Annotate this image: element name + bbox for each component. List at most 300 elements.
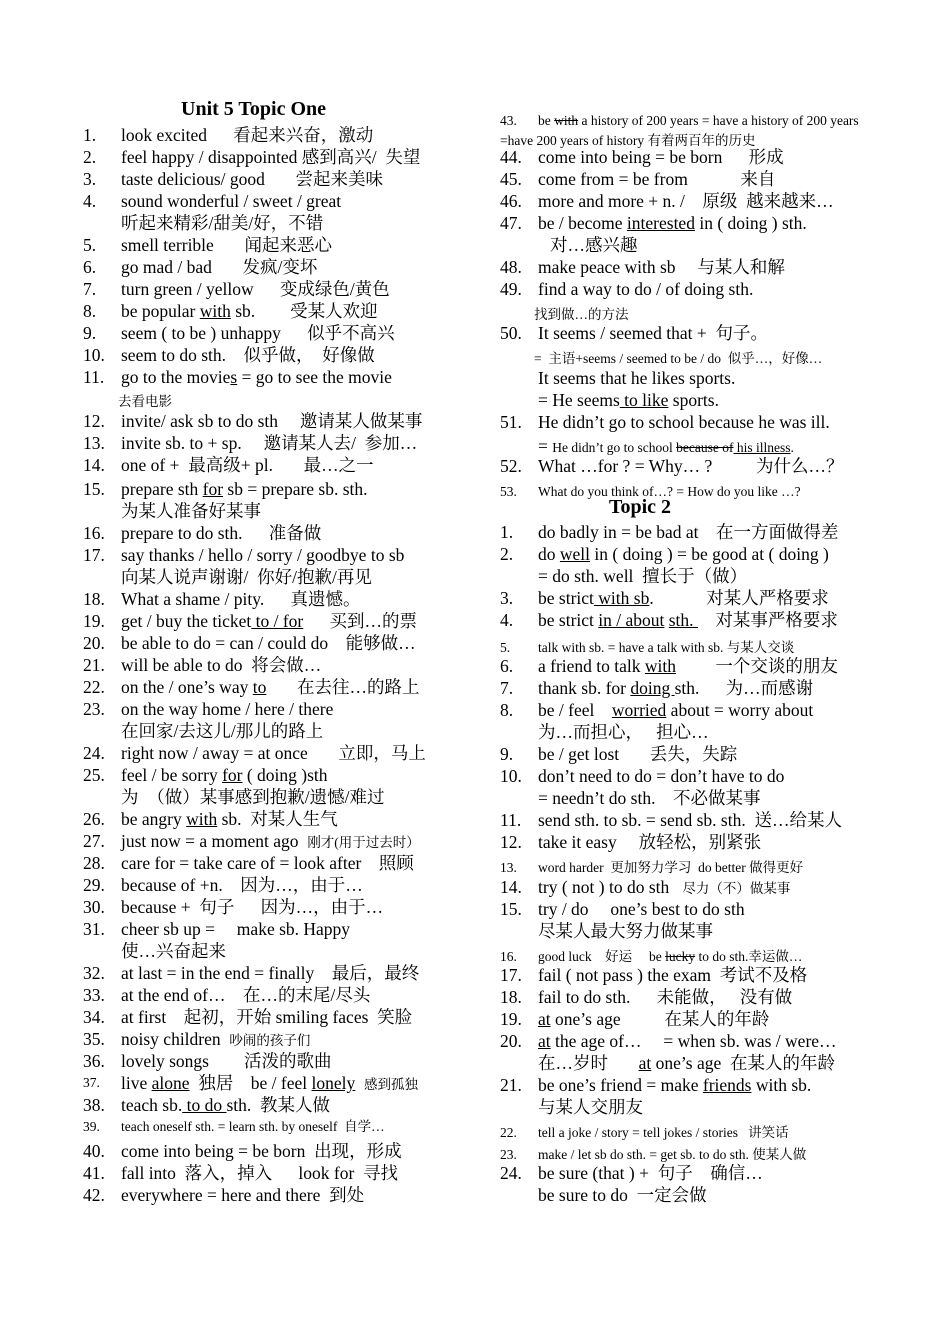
text-part: get / buy the ticket bbox=[121, 611, 252, 631]
text-part: don’t need to do = don’t have to do bbox=[538, 766, 785, 786]
text-part: teach oneself sth. = learn sth. by oneself 自学… bbox=[121, 1119, 385, 1134]
text-part: in ( doing ) = be good at ( doing ) bbox=[590, 544, 829, 564]
item-number: 7. bbox=[83, 279, 97, 299]
item-text bbox=[538, 831, 761, 853]
item-number: 13. bbox=[500, 860, 517, 875]
item-number: 29. bbox=[83, 875, 105, 895]
text-part: with sb bbox=[593, 588, 650, 608]
text-part: sth. 为…而感谢 bbox=[674, 678, 814, 698]
text-part: 买到…的票 bbox=[303, 611, 418, 631]
item-number: 18. bbox=[83, 589, 105, 609]
item-text bbox=[550, 234, 638, 256]
text-part: talk with sb. = have a talk with sb. 与某人交谈 bbox=[538, 640, 795, 655]
item-text bbox=[538, 587, 829, 609]
text-part: look excited bbox=[121, 125, 212, 145]
text-part: lovely songs 活泼的歌曲 bbox=[121, 1051, 332, 1071]
item-number: 36. bbox=[83, 1051, 105, 1071]
item-text bbox=[121, 454, 374, 476]
text-part: because of bbox=[676, 440, 734, 455]
item-number: 24. bbox=[83, 743, 105, 763]
item-text bbox=[121, 676, 419, 698]
text-part: = 主语+seems / seemed to be / do 似乎…，好像… bbox=[534, 351, 823, 366]
item-text bbox=[121, 566, 372, 588]
text-part: to / for bbox=[251, 611, 304, 631]
item-text bbox=[121, 124, 373, 146]
item-number: 21. bbox=[83, 655, 105, 675]
text-part: one’s age 在某人的年龄 bbox=[550, 1009, 770, 1029]
item-number: 46. bbox=[500, 191, 522, 211]
text-part: be / become bbox=[538, 213, 627, 233]
item-number: 28. bbox=[83, 853, 105, 873]
item-text bbox=[121, 654, 321, 676]
item-text bbox=[538, 455, 844, 477]
text-part: 对某事严格要求 bbox=[697, 610, 838, 630]
item-text bbox=[121, 786, 384, 808]
item-number: 43. bbox=[500, 113, 517, 128]
text-part: fail to do sth. 未能做， 没有做 bbox=[538, 987, 793, 1007]
text-part: 在回家/去这儿/那儿的路上 bbox=[121, 721, 324, 741]
text-part: with bbox=[186, 809, 218, 829]
item-number: 44. bbox=[500, 147, 522, 167]
item-text bbox=[538, 677, 813, 699]
text-part: will be able to do 将会做… bbox=[121, 655, 322, 675]
item-text bbox=[121, 1006, 412, 1028]
item-text bbox=[538, 389, 719, 411]
text-part: It seems that he likes sports. bbox=[538, 368, 736, 388]
item-number: 35. bbox=[83, 1029, 105, 1049]
text-part: with sb. bbox=[751, 1075, 812, 1095]
text-part: taste delicious/ good 尝起来美味 bbox=[121, 169, 383, 189]
item-number: 16. bbox=[83, 523, 105, 543]
item-text bbox=[121, 874, 363, 896]
item-number: 20. bbox=[500, 1031, 522, 1051]
text-part: at bbox=[538, 1031, 551, 1051]
item-number: 8. bbox=[83, 301, 97, 321]
text-part: invite sb. to + sp. 邀请某人去/ 参加… bbox=[121, 433, 418, 453]
item-text bbox=[121, 918, 350, 940]
item-text bbox=[538, 743, 737, 765]
item-number: 14. bbox=[83, 455, 105, 475]
item-number: 51. bbox=[500, 412, 522, 432]
item-text bbox=[538, 411, 830, 433]
text-part: 听起来精彩/甜美/好，不错 bbox=[121, 213, 324, 233]
text-part: 一个交谈的朋友 bbox=[676, 656, 838, 676]
item-text bbox=[121, 146, 420, 168]
item-number: 21. bbox=[500, 1075, 522, 1095]
item-text bbox=[121, 300, 378, 322]
text-part: 在…岁时 bbox=[538, 1053, 639, 1073]
text-part: = do sth. well 擅长于（做） bbox=[538, 566, 748, 586]
text-part: to do sth.幸运做… bbox=[695, 949, 803, 964]
item-number: 47. bbox=[500, 213, 522, 233]
text-part: make / let sb do sth. = get sb. to do sth. 使某人做 bbox=[538, 1147, 807, 1162]
item-text bbox=[538, 1162, 763, 1184]
item-text bbox=[538, 1052, 835, 1074]
item-text bbox=[121, 896, 383, 918]
text-part: sth. bbox=[668, 610, 698, 630]
item-text bbox=[538, 1184, 707, 1206]
text-part: feel happy / disappointed 感到高兴/ 失望 bbox=[121, 147, 421, 167]
item-text bbox=[121, 610, 417, 632]
item-text bbox=[121, 1140, 402, 1162]
text-part: s bbox=[230, 367, 238, 387]
text-part: about = worry about bbox=[666, 700, 814, 720]
text-part: turn green / yellow 变成绿色/黄色 bbox=[121, 279, 390, 299]
text-part: 为某人准备好某事 bbox=[121, 501, 261, 521]
text-part: smell terrible 闻起来恶心 bbox=[121, 235, 332, 255]
text-part: sound wonderful / sweet / great bbox=[121, 191, 342, 211]
text-part: at bbox=[638, 1053, 652, 1073]
item-text bbox=[538, 322, 768, 344]
item-number: 2. bbox=[83, 147, 97, 167]
text-part: . 对某人严格要求 bbox=[649, 588, 829, 608]
text-part: lucky bbox=[665, 949, 696, 964]
item-text bbox=[121, 1028, 310, 1052]
item-number: 7. bbox=[500, 678, 514, 698]
text-part: What a shame / pity. 真遗憾。 bbox=[121, 589, 361, 609]
text-part: to do bbox=[182, 1095, 227, 1115]
item-text bbox=[121, 322, 395, 344]
item-text bbox=[538, 543, 829, 565]
text-part: the age of… = when sb. was / were… bbox=[550, 1031, 837, 1051]
item-number: 40. bbox=[83, 1141, 105, 1161]
text-part: come into being = be born 形成 bbox=[538, 147, 784, 167]
item-number: 9. bbox=[83, 323, 97, 343]
item-text bbox=[121, 1162, 398, 1184]
text-part: =have 200 years of history 有着两百年的历史 bbox=[500, 133, 756, 148]
text-part: = needn’t do sth. 不必做某事 bbox=[538, 788, 761, 808]
text-part: 独居 be / feel bbox=[189, 1073, 312, 1093]
item-text bbox=[538, 367, 735, 389]
item-text bbox=[538, 721, 709, 743]
text-part: find a way to do / of doing sth. bbox=[538, 279, 754, 299]
text-part: come from = be from 来自 bbox=[538, 169, 776, 189]
item-text bbox=[121, 830, 420, 854]
item-text bbox=[538, 190, 834, 212]
item-text bbox=[121, 410, 422, 432]
item-number: 32. bbox=[83, 963, 105, 983]
item-number: 31. bbox=[83, 919, 105, 939]
item-number: 12. bbox=[500, 832, 522, 852]
text-part: be able to do = can / could do 能够做… bbox=[121, 633, 416, 653]
text-part: friends bbox=[702, 1075, 752, 1095]
text-part: doing bbox=[630, 678, 675, 698]
item-number: 16. bbox=[500, 949, 517, 964]
item-number: 37. bbox=[83, 1075, 100, 1090]
item-number: 10. bbox=[83, 345, 105, 365]
text-part: at last = in the end = finally 最后，最终 bbox=[121, 963, 420, 983]
item-text bbox=[538, 212, 807, 234]
item-number: 4. bbox=[500, 610, 514, 630]
text-part: be / get lost 丢失，失踪 bbox=[538, 744, 738, 764]
text-part: one’s age 在某人的年龄 bbox=[651, 1053, 835, 1073]
item-text bbox=[538, 1074, 811, 1096]
item-number: 23. bbox=[83, 699, 105, 719]
text-part: cheer sb up = make sb. Happy bbox=[121, 919, 351, 939]
item-text bbox=[121, 278, 390, 300]
text-part: with bbox=[644, 656, 677, 676]
item-text bbox=[121, 344, 375, 366]
text-part: 感到孤独 bbox=[364, 1077, 419, 1092]
item-number: 2. bbox=[500, 544, 514, 564]
text-part: do bbox=[538, 544, 560, 564]
item-text bbox=[121, 632, 416, 654]
item-text bbox=[538, 920, 713, 942]
item-number: 38. bbox=[83, 1095, 105, 1115]
text-part: 看起来兴奋，激动 bbox=[211, 125, 374, 145]
text-part: noisy children bbox=[121, 1029, 230, 1049]
text-part: 为 （做）某事感到抱歉/遗憾/难过 bbox=[121, 787, 385, 807]
text-part: right now / away = at once 立即，马上 bbox=[121, 743, 426, 763]
text-part: 在去往…的路上 bbox=[266, 677, 420, 697]
text-part: prepare to do sth. 准备做 bbox=[121, 523, 322, 543]
item-text bbox=[538, 521, 839, 543]
text-part: seem to do sth. 似乎做， 好像做 bbox=[121, 345, 375, 365]
item-text bbox=[538, 609, 838, 631]
text-part: be sure (that ) + 句子 确信… bbox=[538, 1163, 763, 1183]
item-number: 19. bbox=[500, 1009, 522, 1029]
item-number: 13. bbox=[83, 433, 105, 453]
item-text bbox=[121, 940, 226, 962]
text-part: 向某人说声谢谢/ 你好/抱歉/再见 bbox=[121, 567, 372, 587]
text-part: = bbox=[538, 436, 553, 456]
item-text bbox=[121, 256, 317, 278]
text-part: be one’s friend = make bbox=[538, 1075, 703, 1095]
text-part: 与某人交朋友 bbox=[538, 1097, 643, 1117]
item-number: 45. bbox=[500, 169, 522, 189]
item-text bbox=[538, 655, 838, 677]
item-text bbox=[121, 698, 333, 720]
item-text bbox=[121, 1184, 364, 1206]
text-part: alone bbox=[151, 1073, 190, 1093]
item-number: 17. bbox=[500, 965, 522, 985]
text-part: invite/ ask sb to do sth 邀请某人做某事 bbox=[121, 411, 423, 431]
text-part: teach sb. bbox=[121, 1095, 183, 1115]
text-part: at first 起初，开始 smiling faces 笑脸 bbox=[121, 1007, 413, 1027]
text-part: because + 句子 因为…，由于… bbox=[121, 897, 384, 917]
text-part: fail ( not pass ) the exam 考试不及格 bbox=[538, 965, 808, 985]
item-text bbox=[121, 522, 321, 544]
item-number: 1. bbox=[500, 522, 514, 542]
item-text bbox=[121, 190, 341, 212]
text-part: sb. 受某人欢迎 bbox=[230, 301, 378, 321]
text-part: be bbox=[538, 113, 555, 128]
text-part: 对…感兴趣 bbox=[550, 235, 638, 255]
item-number: 24. bbox=[500, 1163, 522, 1183]
text-part: lonely bbox=[311, 1073, 356, 1093]
item-text bbox=[121, 852, 414, 874]
text-part: ( doing )sth bbox=[242, 765, 328, 785]
item-number: 22. bbox=[83, 677, 105, 697]
text-part: 使…兴奋起来 bbox=[121, 941, 226, 961]
item-number: 4. bbox=[83, 191, 97, 211]
item-text bbox=[538, 787, 760, 809]
text-part: good luck 好运 be bbox=[538, 949, 666, 964]
item-text bbox=[538, 256, 785, 278]
item-text bbox=[538, 1122, 789, 1144]
text-part: well bbox=[559, 544, 591, 564]
text-part: sb = prepare sb. sth. bbox=[223, 479, 368, 499]
text-part: He didn’t go to school bbox=[552, 440, 677, 455]
item-number: 17. bbox=[83, 545, 105, 565]
text-part: try / do one’s best to do sth bbox=[538, 899, 745, 919]
item-text bbox=[121, 168, 383, 190]
text-part: to like bbox=[619, 390, 669, 410]
text-part: send sth. to sb. = send sb. sth. 送…给某人 bbox=[538, 810, 842, 830]
item-text bbox=[121, 1094, 330, 1116]
item-text bbox=[121, 478, 368, 500]
text-part: sth. 教某人做 bbox=[226, 1095, 331, 1115]
item-number: 5. bbox=[83, 235, 97, 255]
text-part: sb. 对某人生气 bbox=[217, 809, 338, 829]
text-part: everywhere = here and there 到处 bbox=[121, 1185, 365, 1205]
text-part: seem ( to be ) unhappy 似乎不高兴 bbox=[121, 323, 395, 343]
item-number: 53. bbox=[500, 484, 517, 499]
text-part: go to the movie bbox=[121, 367, 231, 387]
text-part: worried bbox=[611, 700, 667, 720]
text-part: be strict bbox=[538, 610, 599, 630]
text-part: come into being = be born 出现，形成 bbox=[121, 1141, 402, 1161]
item-text bbox=[121, 500, 261, 522]
text-part: to bbox=[252, 677, 267, 697]
item-text bbox=[121, 1116, 385, 1138]
item-text bbox=[121, 588, 360, 610]
text-part: more and more + n. / 原级 越来越来… bbox=[538, 191, 834, 211]
text-part: be popular bbox=[121, 301, 200, 321]
item-number: 6. bbox=[500, 656, 514, 676]
text-part: in / about bbox=[598, 610, 665, 630]
text-part: What do you think of…? = How do you like …? bbox=[538, 484, 801, 499]
text-part: try ( not ) to do sth bbox=[538, 877, 683, 897]
item-number: 26. bbox=[83, 809, 105, 829]
item-number: 12. bbox=[83, 411, 105, 431]
text-part: a history of 200 years = have a history of 200 years bbox=[578, 113, 859, 128]
item-text bbox=[121, 366, 392, 388]
item-number: 1. bbox=[83, 125, 97, 145]
text-part: fall into 落入，掉入 look for 寻找 bbox=[121, 1163, 399, 1183]
item-text bbox=[121, 1050, 332, 1072]
item-text bbox=[121, 720, 323, 742]
text-part: do badly in = be bad at 在一方面做得差 bbox=[538, 522, 839, 542]
item-number: 30. bbox=[83, 897, 105, 917]
text-part: make peace with sb 与某人和解 bbox=[538, 257, 785, 277]
text-part: at bbox=[538, 1009, 551, 1029]
item-text bbox=[538, 278, 753, 300]
text-part: be strict bbox=[538, 588, 594, 608]
item-number: 15. bbox=[83, 479, 105, 499]
item-number: 52. bbox=[500, 456, 522, 476]
text-part: just now = a moment ago bbox=[121, 831, 308, 851]
item-number: 39. bbox=[83, 1119, 100, 1134]
item-text bbox=[121, 1072, 418, 1096]
item-text bbox=[538, 481, 801, 503]
text-part: interested bbox=[626, 213, 695, 233]
text-part: 找到做…的方法 bbox=[534, 307, 629, 322]
text-part: feel / be sorry bbox=[121, 765, 223, 785]
item-text bbox=[538, 809, 842, 831]
text-part: 为…而担心， 担心… bbox=[538, 722, 709, 742]
item-number: 15. bbox=[500, 899, 522, 919]
item-number: 14. bbox=[500, 877, 522, 897]
text-part bbox=[355, 1073, 364, 1093]
item-number: 27. bbox=[83, 831, 105, 851]
item-number: 50. bbox=[500, 323, 522, 343]
item-number: 22. bbox=[500, 1125, 517, 1140]
item-number: 10. bbox=[500, 766, 522, 786]
text-part: . bbox=[790, 440, 794, 455]
text-part: tell a joke / story = tell jokes / stories 讲笑话 bbox=[538, 1125, 789, 1140]
item-number: 23. bbox=[500, 1147, 517, 1162]
item-text bbox=[121, 808, 338, 830]
text-part: for bbox=[222, 765, 243, 785]
text-part: word harder 更加努力学习 do better 做得更好 bbox=[538, 860, 804, 875]
item-text bbox=[538, 876, 790, 900]
unit-title: Unit 5 Topic One bbox=[181, 98, 327, 120]
item-text bbox=[538, 765, 784, 787]
text-part: prepare sth bbox=[121, 479, 203, 499]
text-part: He didn’t go to school because he was ill. bbox=[538, 412, 830, 432]
text-part: be sure to do 一定会做 bbox=[538, 1185, 707, 1205]
text-part: one of + 最高级+ pl. 最…之一 bbox=[121, 455, 374, 475]
item-text bbox=[121, 984, 370, 1006]
item-number: 9. bbox=[500, 744, 514, 764]
text-part: be angry bbox=[121, 809, 187, 829]
item-text bbox=[121, 212, 323, 234]
text-part: 刚才(用于过去时） bbox=[307, 835, 420, 850]
item-number: 18. bbox=[500, 987, 522, 1007]
item-number: 6. bbox=[83, 257, 97, 277]
item-text bbox=[538, 146, 784, 168]
item-text bbox=[538, 898, 745, 920]
item-text bbox=[538, 1008, 769, 1030]
item-text bbox=[538, 1030, 837, 1052]
text-part: thank sb. for bbox=[538, 678, 631, 698]
text-part: with bbox=[199, 301, 231, 321]
item-number: 49. bbox=[500, 279, 522, 299]
item-number: 11. bbox=[83, 367, 105, 387]
item-text bbox=[121, 764, 328, 786]
item-text bbox=[538, 110, 859, 132]
item-text bbox=[121, 234, 332, 256]
item-text bbox=[538, 1096, 643, 1118]
text-part: on the way home / here / there bbox=[121, 699, 334, 719]
text-part: his illness bbox=[733, 440, 791, 455]
item-number: 3. bbox=[500, 588, 514, 608]
text-part: What …for ? = Why… ? 为什么…？ bbox=[538, 456, 844, 476]
text-part: for bbox=[202, 479, 224, 499]
item-number: 3. bbox=[83, 169, 97, 189]
item-text bbox=[538, 168, 775, 190]
text-part: It seems / seemed that + 句子。 bbox=[538, 323, 769, 343]
text-part: say thanks / hello / sorry / goodbye to sb bbox=[121, 545, 405, 565]
text-part: 尽某人最大努力做某事 bbox=[538, 921, 713, 941]
text-part: a friend to talk bbox=[538, 656, 645, 676]
item-text bbox=[121, 544, 404, 566]
text-part: sports. bbox=[668, 390, 719, 410]
item-text bbox=[121, 742, 426, 764]
text-part: go mad / bad 发疯/变坏 bbox=[121, 257, 318, 277]
text-part: = go to see the movie bbox=[237, 367, 392, 387]
item-number: 34. bbox=[83, 1007, 105, 1027]
item-number: 41. bbox=[83, 1163, 105, 1183]
item-number: 42. bbox=[83, 1185, 105, 1205]
item-number: 33. bbox=[83, 985, 105, 1005]
text-part: because of +n. 因为…，由于… bbox=[121, 875, 363, 895]
text-part: be / feel bbox=[538, 700, 612, 720]
item-text bbox=[538, 986, 792, 1008]
text-part: care for = take care of = look after 照顾 bbox=[121, 853, 414, 873]
item-text bbox=[121, 432, 417, 454]
